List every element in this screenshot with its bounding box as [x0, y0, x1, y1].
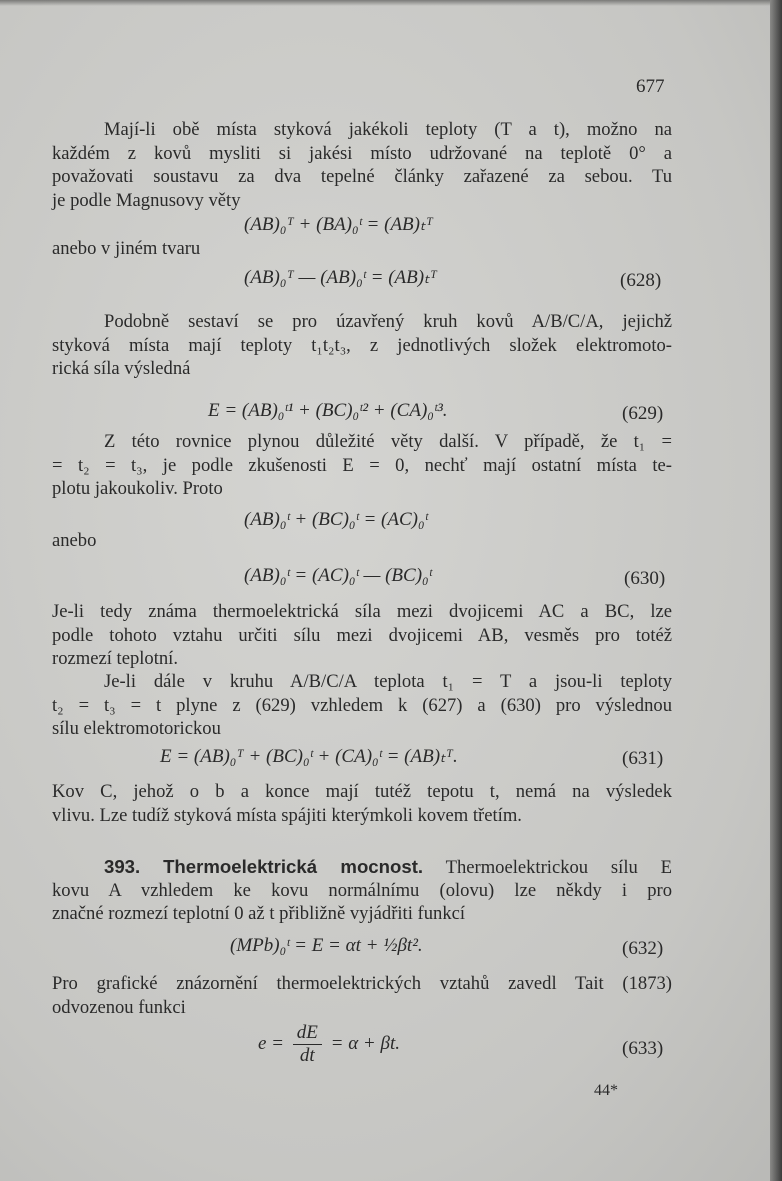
text-line: rozmezí teplotní.	[52, 648, 178, 670]
text-line: Je-li tedy známa thermoelektrická síla mezi dvojicemi AC a BC, lze	[52, 601, 672, 622]
page-number: 677	[636, 76, 665, 97]
section-number: 393.	[104, 856, 141, 877]
paragraph-closed-circuit	[52, 310, 672, 381]
equation-633-lhs: e =	[258, 1032, 285, 1054]
text-line: t₂ = t₃ = t plyne z (629) vzhledem k (627) a (630) pro výslednou	[52, 694, 672, 716]
text-line: Podobně sestaví se pro úzavřený kruh kovů A/B/C/A, jejichž	[104, 311, 672, 332]
text-line: Je-li dále v kruhu A/B/C/A teplota t₁ = T a jsou-li teploty	[104, 671, 672, 692]
equation-sum: (AB)₀ᵗ + (BC)₀ᵗ = (AC)₀ᵗ	[244, 509, 428, 530]
text-line: Pro grafické znázornění thermoelektrických vztahů zavedl Tait (1873)	[52, 973, 672, 994]
equation-number-631: (631)	[622, 748, 664, 769]
text-line: plotu jakoukoliv. Proto	[52, 478, 223, 500]
equation-631: E = (AB)₀ᵀ + (BC)₀ᵗ + (CA)₀ᵗ = (AB)ₜᵀ.	[160, 746, 458, 767]
text-line: vlivu. Lze tudíž styková místa spájiti kterýmkoli kovem třetím.	[52, 804, 522, 826]
derivative-fraction	[293, 1022, 322, 1067]
text-line: každém z kovů mysliti si jakési místo udržované na teplotě 0° a	[52, 142, 672, 164]
text-line: = t₂ = t₃, je podle zkušenosti E = 0, nechť mají ostatní místa te-	[52, 454, 672, 476]
section-title: Thermoelektrická mocnost.	[163, 856, 424, 877]
equation-633-rhs: = α + βt.	[330, 1032, 400, 1054]
paragraph-tait	[52, 972, 672, 1019]
signature-mark: 44*	[594, 1082, 618, 1099]
text-line: rická síla výsledná	[52, 358, 191, 380]
text-line: Z této rovnice plynou důležité věty další. V případě, že t₁ =	[104, 431, 672, 452]
equation-number-629: (629)	[622, 403, 664, 424]
text-line: je podle Magnusovy věty	[52, 189, 241, 211]
paragraph-third-metal	[52, 780, 672, 827]
text-line: styková místa mají teploty t₁t₂t₃, z jednotlivých složek elektromoto-	[52, 334, 672, 356]
text-line: podle tohoto vztahu určiti sílu mezi dvojicemi AB, vesměs pro totéž	[52, 624, 672, 646]
equation-633	[258, 1022, 400, 1067]
section-393	[52, 855, 672, 926]
equation-number-630: (630)	[624, 568, 666, 589]
paragraph-consequences	[52, 430, 672, 501]
text-line: odvozenou funkci	[52, 996, 186, 1018]
page-top-edge-shadow	[0, 0, 782, 6]
equation-number-632: (632)	[622, 938, 664, 959]
text-line: sílu elektromotorickou	[52, 718, 221, 740]
text-anebo: anebo	[52, 530, 97, 551]
equation-628: (AB)₀ᵀ — (AB)₀ᵗ = (AB)ₜᵀ	[244, 267, 437, 288]
fraction-denominator: dt	[299, 1045, 315, 1066]
text-line: značné rozmezí teplotní 0 až t přibližně vyjádřiti funkcí	[52, 903, 466, 925]
equation-632: (MPb)₀ᵗ = E = αt + ½βt².	[230, 935, 423, 956]
equation-number-628: (628)	[620, 270, 662, 291]
paragraph-magnus	[52, 118, 672, 212]
equation-number-633: (633)	[622, 1038, 664, 1059]
text-line: Kov C, jehož o b a konce mají tutéž tepotu t, nemá na výsledek	[52, 781, 672, 802]
fraction-numerator: dE	[293, 1022, 322, 1045]
paragraph-known-ac-bc	[52, 600, 672, 671]
text-line: považovati soustavu za dva tepelné články zařazené za sebou. Tu	[52, 166, 672, 188]
text-anebo-v-jinem-tvaru: anebo v jiném tvaru	[52, 238, 201, 259]
equation-629: E = (AB)₀ᵗ¹ + (BC)₀ᵗ² + (CA)₀ᵗ³.	[208, 400, 448, 421]
text-line: kovu A vzhledem ke kovu normálnímu (olovu) lze někdy i pro	[52, 879, 672, 901]
section-heading-line	[52, 855, 672, 879]
page-right-edge-shadow	[770, 0, 782, 1181]
section-heading-rest: Thermoelektrickou sílu E	[423, 857, 673, 878]
text-line: Mají-li obě místa styková jakékoli teploty (T a t), možno na	[104, 119, 672, 140]
equation-magnus: (AB)₀ᵀ + (BA)₀ᵗ = (AB)ₜᵀ	[244, 214, 433, 235]
equation-630: (AB)₀ᵗ = (AC)₀ᵗ — (BC)₀ᵗ	[244, 565, 432, 586]
paragraph-circuit-temperatures	[52, 670, 672, 741]
